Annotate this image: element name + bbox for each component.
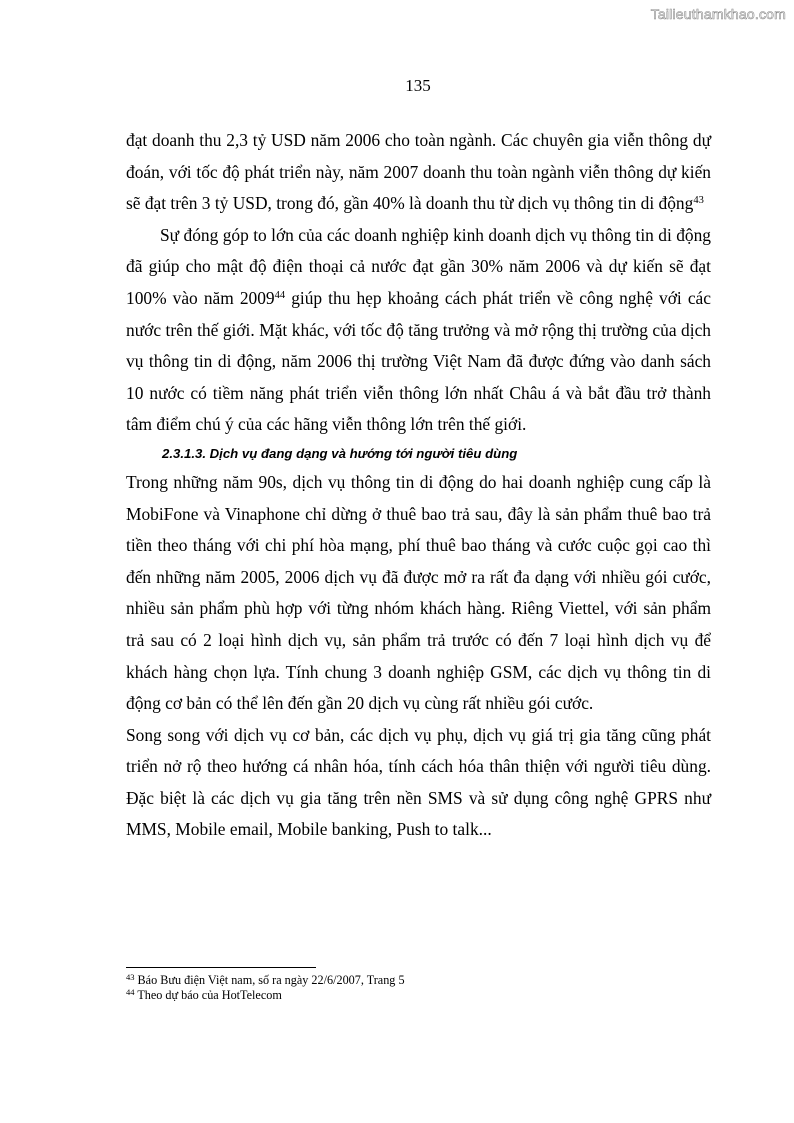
- footnote-44-text: Theo dự báo của HotTelecom: [137, 988, 282, 1002]
- footnote-ref-43[interactable]: 43: [693, 195, 704, 207]
- paragraph-2-text-after: giúp thu hẹp khoảng cách phát triển về công nghệ với các nước trên thế giới. Mặt khác, với tốc độ tăng trưởng và mở rộng thị trường của dịch vụ thông tin di động, năm 2006 thị trường Việt Nam đã được đứng vào danh sách 10 nước có tiềm năng phát triển viễn thông lớn nhất Châu á và bắt đầu trở thành tâm điểm chú ý của các hãng viễn thông lớn trên thế giới.: [126, 287, 711, 435]
- paragraph-2-text-before: Sự đóng góp to lớn của các doanh nghiệp kinh doanh dịch vụ thông tin di động đã giúp cho mật độ điện thoại cả nước đạt gần 30% năm 2006 và dự kiến sẽ đạt 100% vào năm 2009: [126, 224, 711, 308]
- paragraph-1-text: đạt doanh thu 2,3 tỷ USD năm 2006 cho toàn ngành. Các chuyên gia viễn thông dự đoán, với tốc độ phát triển này, năm 2007 doanh thu toàn ngành viễn thông dự kiến sẽ đạt trên 3 tỷ USD, trong đó, gần 40% là doanh thu từ dịch vụ thông tin di động: [126, 130, 711, 214]
- footnote-separator: [126, 967, 316, 968]
- body-text: [126, 125, 711, 846]
- footnote-43-number: 43: [126, 972, 135, 982]
- paragraph-1: [126, 125, 711, 220]
- paragraph-4: Song song với dịch vụ cơ bản, các dịch vụ phụ, dịch vụ giá trị gia tăng cũng phát triển nở rộ theo hướng cá nhân hóa, tính cách hóa thân thiện với người tiêu dùng. Đặc biệt là các dịch vụ gia tăng trên nền SMS và sử dụng công nghệ GPRS như MMS, Mobile email, Mobile banking, Push to talk...: [126, 724, 711, 840]
- footnotes: [126, 973, 711, 1003]
- footnote-43: [126, 973, 711, 988]
- paragraph-2: [126, 220, 711, 441]
- footnote-44: [126, 988, 711, 1003]
- section-heading: 2.3.1.3. Dịch vụ đang dạng và hướng tới người tiêu dùng: [162, 445, 518, 461]
- page-number: 135: [405, 76, 431, 95]
- watermark: Tailieuthamkhao.com: [650, 6, 786, 22]
- paragraph-3: Trong những năm 90s, dịch vụ thông tin di động do hai doanh nghiệp cung cấp là MobiFone và Vinaphone chỉ dừng ở thuê bao trả sau, đây là sản phẩm thuê bao trả tiền theo tháng với chi phí hòa mạng, phí thuê bao tháng và cước cuộc gọi cao thì đến những năm 2005, 2006 dịch vụ đã được mở ra rất đa dạng với nhiều gói cước, nhiều sản phẩm phù hợp với từng nhóm khách hàng. Riêng Viettel, với sản phẩm trả sau có 2 loại hình dịch vụ, sản phẩm trả trước có đến 7 loại hình dịch vụ để khách hàng chọn lựa. Tính chung 3 doanh nghiệp GSM, các dịch vụ thông tin di động cơ bản có thể lên đến gần 20 dịch vụ cùng rất nhiều gói cước.: [126, 471, 711, 714]
- footnote-43-text: Báo Bưu điện Việt nam, số ra ngày 22/6/2007, Trang 5: [137, 973, 405, 987]
- footnote-44-number: 44: [126, 987, 135, 997]
- footnote-ref-44[interactable]: 44: [274, 289, 286, 301]
